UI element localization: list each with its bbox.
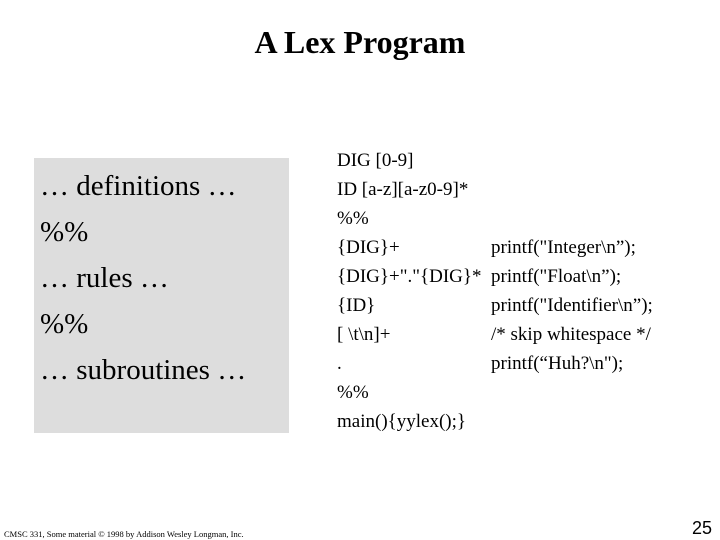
structure-separator-1: %% <box>40 216 89 248</box>
code-action-integer: printf("Integer\n”); <box>491 237 636 258</box>
code-rule-whitespace-pattern: [ \t\n]+ <box>337 324 391 345</box>
footer-copyright: CMSC 331, Some material © 1998 by Addison Wesley Longman, Inc. <box>4 529 244 539</box>
code-definitions-dig: DIG [0-9] <box>337 150 414 171</box>
code-rule-other-pattern: . <box>337 353 342 374</box>
slide-number: 25 <box>691 518 712 538</box>
code-action-identifier: printf("Identifier\n”); <box>491 295 653 316</box>
page-title: A Lex Program <box>254 24 466 60</box>
structure-rules: … rules … <box>40 262 169 294</box>
structure-subroutines: … subroutines … <box>40 354 247 386</box>
structure-definitions: … definitions … <box>40 170 237 202</box>
code-action-float: printf("Float\n”); <box>491 266 622 287</box>
code-rule-integer-pattern: {DIG}+ <box>337 237 400 258</box>
code-separator-2: %% <box>337 382 369 403</box>
code-main-function: main(){yylex();} <box>337 411 467 432</box>
code-rule-float-pattern: {DIG}+"."{DIG}* <box>337 266 482 287</box>
code-action-whitespace: /* skip whitespace */ <box>491 324 651 345</box>
code-action-other: printf(“Huh?\n"); <box>491 353 624 374</box>
code-rule-identifier-pattern: {ID} <box>337 295 376 316</box>
code-definitions-id: ID [a-z][a-z0-9]* <box>337 179 469 200</box>
structure-separator-2: %% <box>40 308 89 340</box>
code-separator-1: %% <box>337 208 369 229</box>
